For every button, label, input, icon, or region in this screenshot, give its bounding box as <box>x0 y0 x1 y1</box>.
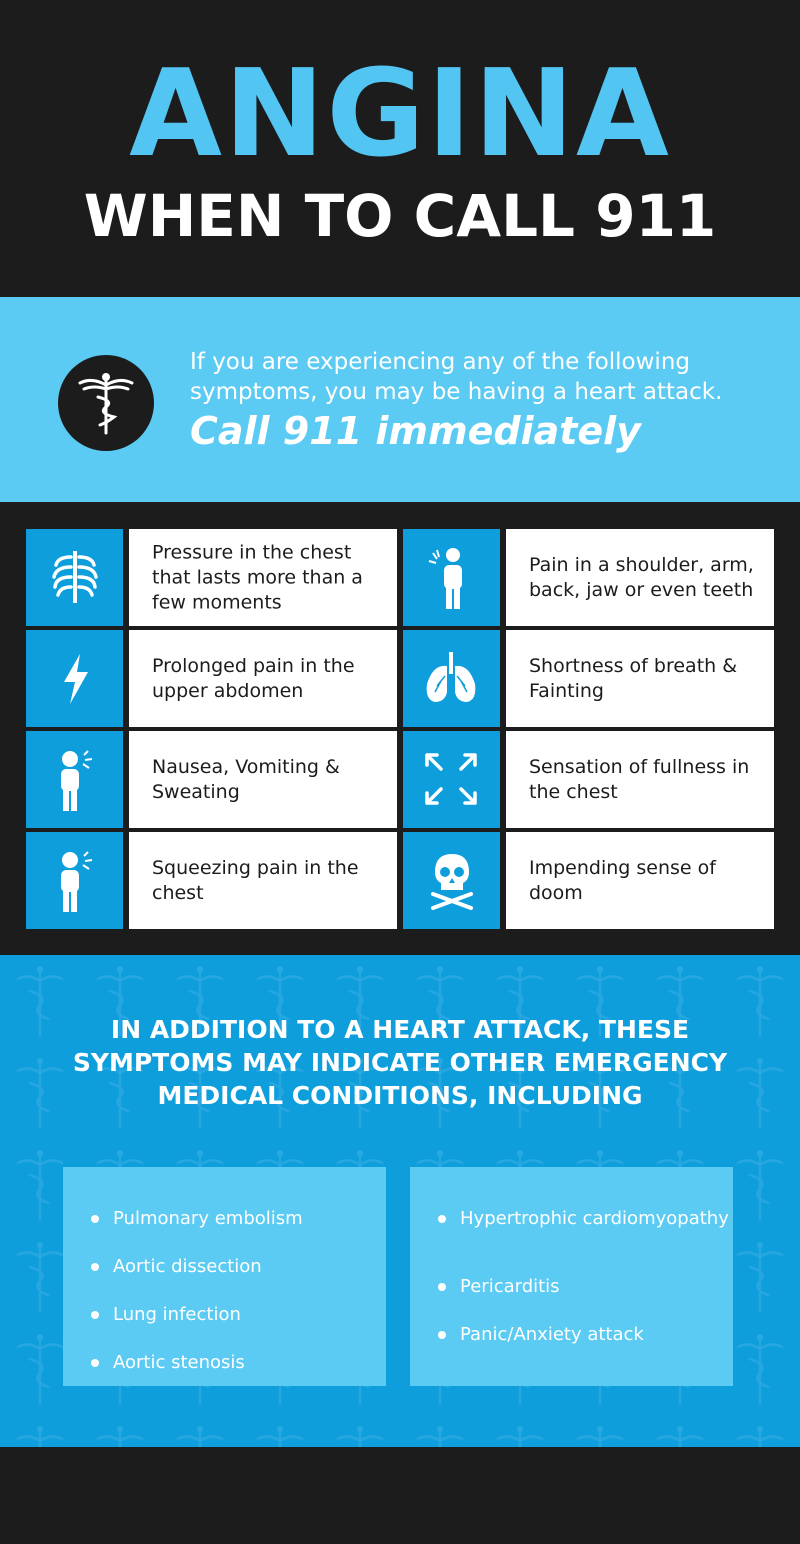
list-item: Aortic dissection <box>91 1257 393 1277</box>
list-item: Panic/Anxiety attack <box>438 1325 740 1345</box>
symptom-grid <box>0 502 800 955</box>
symptom-item <box>26 731 397 828</box>
person-nausea-icon <box>50 749 100 811</box>
alert-badge <box>58 355 154 451</box>
alert-text: If you are experiencing any of the following symptoms, you may be having a heart attack. <box>190 349 723 405</box>
list-item: Pericarditis <box>438 1277 740 1297</box>
symptom-label: Sensation of fullness in the chest <box>529 755 750 803</box>
list-item: Aortic stenosis <box>91 1353 393 1373</box>
symptom-item <box>403 832 774 929</box>
lungs-icon <box>423 648 479 708</box>
alert-call-to-action: Call 911 immediately <box>190 409 641 453</box>
symptom-item <box>403 630 774 727</box>
symptom-label: Prolonged pain in the upper abdomen <box>152 654 355 702</box>
symptom-item <box>26 529 397 626</box>
footer-band <box>0 1447 800 1544</box>
skull-crossbones-icon <box>427 850 477 910</box>
conditions-heading: IN ADDITION TO A HEART ATTACK, THESE SYMPTOMS MAY INDICATE OTHER EMERGENCY MEDICAL CONDITIONS, INCLUDING <box>72 1015 728 1110</box>
symptom-item <box>403 529 774 626</box>
symptom-item <box>26 832 397 929</box>
symptom-label: Shortness of breath & Fainting <box>529 654 738 702</box>
lightning-bolt-icon <box>50 648 100 708</box>
symptom-label: Pressure in the chest that lasts more than a few moments <box>152 541 363 613</box>
symptom-label: Nausea, Vomiting & Sweating <box>152 755 340 803</box>
list-item: Hypertrophic cardiomyopathy <box>438 1209 740 1229</box>
conditions-section <box>0 955 800 1447</box>
header <box>0 0 800 297</box>
page-title: ANGINA <box>129 45 671 184</box>
symptom-label: Impending sense of doom <box>529 856 716 904</box>
conditions-box-left <box>63 1167 386 1386</box>
symptom-item <box>403 731 774 828</box>
ribcage-icon <box>50 547 100 607</box>
symptom-item <box>26 630 397 727</box>
symptom-label: Pain in a shoulder, arm, back, jaw or even teeth <box>529 553 754 601</box>
caduceus-icon <box>76 369 136 437</box>
list-item: Lung infection <box>91 1305 393 1325</box>
symptom-label: Squeezing pain in the chest <box>152 856 359 904</box>
person-chest-pain-icon <box>50 850 100 912</box>
expand-arrows-icon <box>423 751 479 807</box>
alert-banner <box>0 297 800 502</box>
list-item: Pulmonary embolism <box>91 1209 393 1229</box>
conditions-box-right <box>410 1167 733 1386</box>
page-subtitle: WHEN TO CALL 911 <box>83 182 717 250</box>
person-shoulder-pain-icon <box>427 547 477 609</box>
